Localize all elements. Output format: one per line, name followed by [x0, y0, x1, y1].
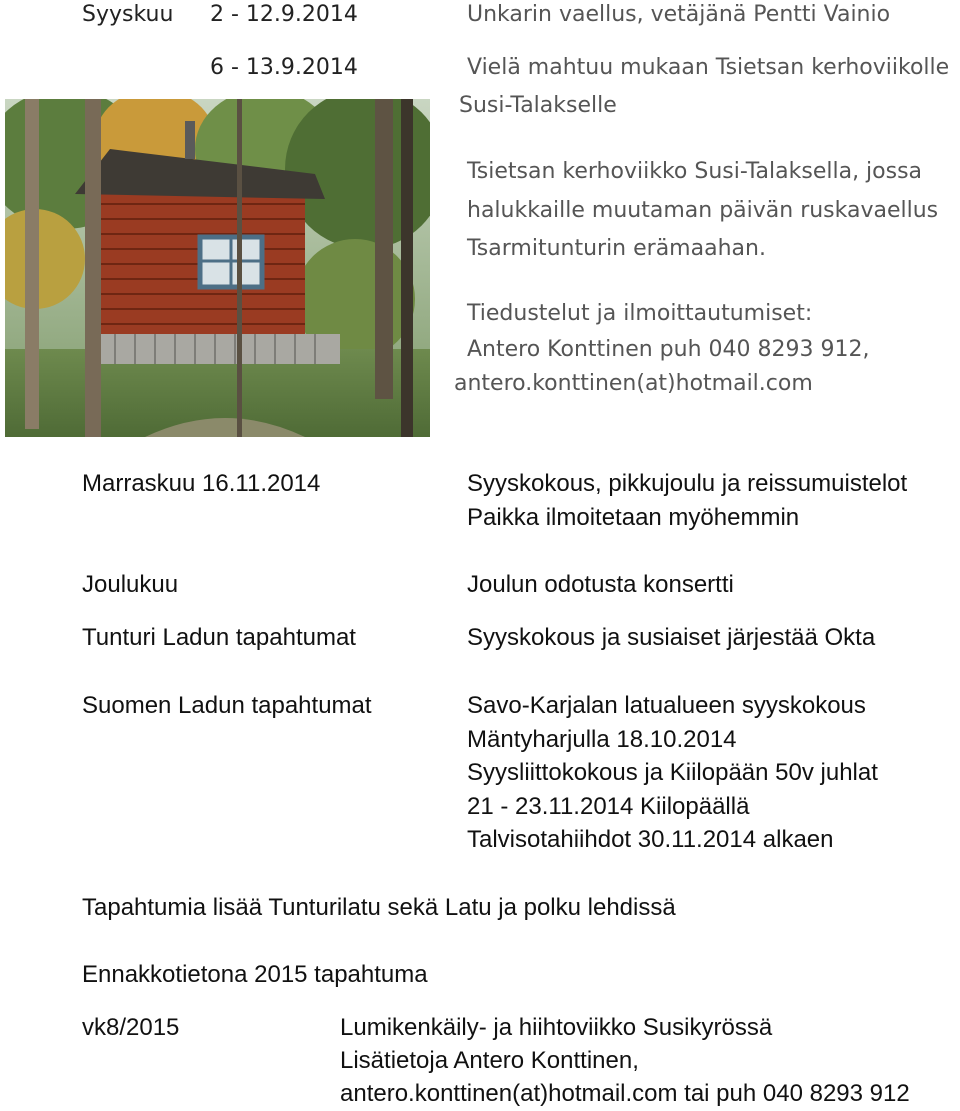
marraskuu-line1: Syyskokous, pikkujoulu ja reissumuistelot — [467, 470, 908, 497]
contact-email: antero.konttinen(at)hotmail.com — [454, 371, 813, 396]
tunturi-text: Syyskokous ja susiaiset järjestää Okta — [467, 624, 876, 651]
preview-title: Ennakkotietona 2015 tapahtuma — [82, 961, 428, 988]
suomen-label: Suomen Ladun tapahtumat — [82, 692, 372, 719]
suomen-line5: Talvisotahiihdot 30.11.2014 alkaen — [467, 826, 834, 853]
description-line1: Tsietsan kerhoviikko Susi-Talaksella, jossa — [467, 159, 923, 184]
contact-line2: Antero Konttinen puh 040 8293 912, — [467, 337, 870, 362]
marraskuu-label: Marraskuu 16.11.2014 — [82, 470, 321, 497]
suomen-line3: Syysliittokokous ja Kiilopään 50v juhlat — [467, 759, 878, 786]
contact-line1: Tiedustelut ja ilmoittautumiset: — [467, 301, 813, 326]
date-club-week: 6 - 13.9.2014 — [210, 55, 358, 80]
suomen-line1: Savo-Karjalan latualueen syyskokous — [467, 692, 866, 719]
vk8-label: vk8/2015 — [82, 1014, 180, 1041]
description-line2: halukkaille muutaman päivän ruskavaellus — [467, 198, 939, 223]
joulukuu-text: Joulun odotusta konsertti — [467, 571, 734, 598]
suomen-line4: 21 - 23.11.2014 Kiilopäällä — [467, 793, 750, 820]
description-line3: Tsarmitunturin erämaahan. — [467, 236, 766, 261]
event-hungary-trek: Unkarin vaellus, vetäjänä Pentti Vainio — [467, 2, 891, 27]
month-syyskuu: Syyskuu — [82, 2, 174, 27]
log-cabin-photo — [5, 99, 430, 437]
more-events-note: Tapahtumia lisää Tunturilatu sekä Latu ja polku lehdissä — [82, 894, 676, 921]
vk8-line2: Lisätietoja Antero Konttinen, — [340, 1047, 639, 1074]
marraskuu-line2: Paikka ilmoitetaan myöhemmin — [467, 504, 800, 531]
suomen-line2: Mäntyharjulla 18.10.2014 — [467, 726, 737, 753]
event-club-week-line2: Susi-Talakselle — [459, 93, 617, 118]
date-hungary-trek: 2 - 12.9.2014 — [210, 2, 358, 27]
vk8-line1: Lumikenkäily- ja hiihtoviikko Susikyrössä — [340, 1014, 773, 1041]
event-club-week-line1: Vielä mahtuu mukaan Tsietsan kerhoviikolle — [467, 55, 950, 80]
joulukuu-label: Joulukuu — [82, 571, 179, 598]
tunturi-label: Tunturi Ladun tapahtumat — [82, 624, 356, 651]
vk8-line3: antero.konttinen(at)hotmail.com tai puh 040 8293 912 — [340, 1080, 910, 1107]
